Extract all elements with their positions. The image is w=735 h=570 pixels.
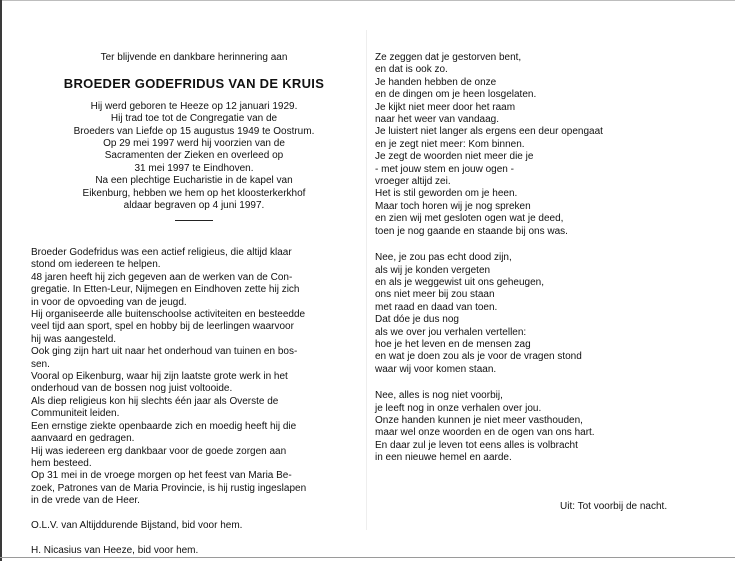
bio-line: 31 mei 1997 te Eindhoven. xyxy=(134,162,254,174)
bio-line: Op 29 mei 1997 werd hij voorzien van de xyxy=(103,138,285,150)
poem-line: Je zegt de woorden niet meer die je xyxy=(375,151,534,163)
poem-line: in een nieuwe hemel en aarde. xyxy=(375,452,512,464)
poem-line: Je handen hebben de onze xyxy=(375,76,497,88)
bio-line: Broeders van Liefde op 15 augustus 1949 te Oostrum. xyxy=(73,125,315,137)
poem-line: vroeger altijd zei. xyxy=(375,176,451,188)
header-section xyxy=(38,52,350,221)
tribute-line: zoek, Patrones van de Maria Provincie, is hij rustig ingeslapen xyxy=(31,482,307,494)
poem-source: Uit: Tot voorbij de nacht. xyxy=(560,501,668,512)
poem-line: maar wel onze woorden en de ogen van ons hart. xyxy=(375,427,595,439)
top-edge xyxy=(0,0,735,1)
tribute-line: in voor de opvoeding van de jeugd. xyxy=(31,296,187,308)
poem-line: Nee, je zou pas echt dood zijn, xyxy=(375,252,512,264)
tribute-line: Een ernstige ziekte openbaarde zich en moedig heeft hij die xyxy=(31,420,297,432)
poem-line: Ze zeggen dat je gestorven bent, xyxy=(375,52,522,63)
tribute-section xyxy=(31,247,351,570)
prayer-line: H. Nicasius van Heeze, bid voor hem. xyxy=(31,544,199,556)
tribute-line: gregatie. In Etten-Leur, Nijmegen en Eindhoven zette hij zich xyxy=(31,284,300,296)
tribute-line: Communiteit leiden. xyxy=(31,408,120,420)
poem-line: en de dingen om je heen losgelaten. xyxy=(375,89,537,101)
intro-line: Ter blijvende en dankbare herinnering aan xyxy=(100,52,288,63)
bio-line: Sacramenten der Zieken en overleed op xyxy=(104,150,284,162)
tribute-line: Ook ging zijn hart uit naar het onderhoud van tuinen en bos- xyxy=(31,346,298,358)
tribute-line: Als diep religieus kon hij slechts één jaar als Overste de xyxy=(31,395,279,407)
tribute-line: stond om iedereen te helpen. xyxy=(31,259,161,271)
deceased-name: BROEDER GODEFRIDUS VAN DE KRUIS xyxy=(63,76,325,92)
poem-line: en zien wij met gesloten ogen wat je deed, xyxy=(375,213,564,225)
poem-line: naar het weer van vandaag. xyxy=(375,114,499,126)
left-edge xyxy=(0,0,2,561)
tribute-line: Op 31 mei in de vroege morgen op het feest van Maria Be- xyxy=(31,470,292,482)
tribute-line: hem besteed. xyxy=(31,457,92,469)
poem-line: waar wij voor komen staan. xyxy=(375,363,497,375)
poem-line: Het is stil geworden om je heen. xyxy=(375,188,518,200)
poem-line: als wij je konden vergeten xyxy=(375,264,491,276)
poem-stanza xyxy=(375,252,725,376)
poem-line: ons niet meer bij zou staan xyxy=(375,289,495,301)
tribute-line: in de vrede van de Heer. xyxy=(31,495,140,507)
poem-line: En daar zul je leven tot eens alles is volbracht xyxy=(375,439,578,451)
poem-section xyxy=(375,52,725,479)
tribute-line: veel tijd aan sport, spel en hobby bij de leerlingen waarvoor xyxy=(31,321,294,333)
poem-line: Nee, alles is nog niet voorbij, xyxy=(375,390,503,402)
tribute-line: Hij was iedereen erg dankbaar voor de goede zorgen aan xyxy=(31,445,287,457)
poem-stanza xyxy=(375,390,725,464)
poem-line: Maar toch horen wij je nog spreken xyxy=(375,200,531,212)
tribute-line: Hij organiseerde alle buitenschoolse activiteiten en besteedde xyxy=(31,309,306,321)
bio-line: aldaar begraven op 4 juni 1997. xyxy=(123,200,265,212)
tribute-line: sen. xyxy=(31,358,50,370)
poem-line: als we over jou verhalen vertellen: xyxy=(375,326,527,338)
tribute-line: hij was aangesteld. xyxy=(31,333,117,345)
poem-line: en als je weggewist uit ons geheugen, xyxy=(375,276,545,288)
tribute-line: 48 jaren heeft hij zich gegeven aan de werken van de Con- xyxy=(31,271,293,283)
tribute-text xyxy=(31,247,351,508)
poem-line: Dat dóe je dus nog xyxy=(375,314,459,326)
prayer-line: O.L.V. van Altijddurende Bijstand, bid voor hem. xyxy=(31,519,243,531)
tribute-line: onderhoud van de bossen nog juist voltooide. xyxy=(31,383,233,395)
poem-stanza xyxy=(375,52,725,238)
poem-line: Je kijkt niet meer door het raam xyxy=(375,101,516,113)
poem-line: - met jouw stem en jouw ogen - xyxy=(375,163,514,175)
poem-line: en dat is ook zo. xyxy=(375,64,448,76)
poem-line: Je luistert niet langer als ergens een deur opengaat xyxy=(375,126,603,138)
poem-line: Onze handen kunnen je niet meer vasthouden, xyxy=(375,414,583,426)
bio-line: Hij werd geboren te Heeze op 12 januari 1929. xyxy=(90,100,298,112)
center-fold xyxy=(366,30,367,530)
poem-line: je leeft nog in onze verhalen over jou. xyxy=(375,402,542,414)
poem-line: en wat je doen zou als je voor de vragen stond xyxy=(375,351,582,363)
bio-line: Hij trad toe tot de Congregatie van de xyxy=(110,113,278,125)
biography-block xyxy=(38,101,350,213)
divider-line xyxy=(175,220,213,221)
bio-line: Na een plechtige Eucharistie in de kapel van xyxy=(95,175,293,187)
poem-line: toen je nog gaande en staande bij ons was. xyxy=(375,225,568,237)
bio-line: Eikenburg, hebben we hem op het kloosterkerkhof xyxy=(82,187,306,199)
poem-line: hoe je het leven en de mensen zag xyxy=(375,338,531,350)
poem-line: met raad en daad van toen. xyxy=(375,301,498,313)
poem-line: en je zegt niet meer: Kom binnen. xyxy=(375,138,525,150)
tribute-line: Broeder Godefridus was een actief religieus, die altijd klaar xyxy=(31,247,292,258)
prayers-block xyxy=(31,520,351,558)
tribute-line: Vooral op Eikenburg, waar hij zijn laatste grote werk in het xyxy=(31,371,288,383)
tribute-line: aanvaard en gedragen. xyxy=(31,433,135,445)
